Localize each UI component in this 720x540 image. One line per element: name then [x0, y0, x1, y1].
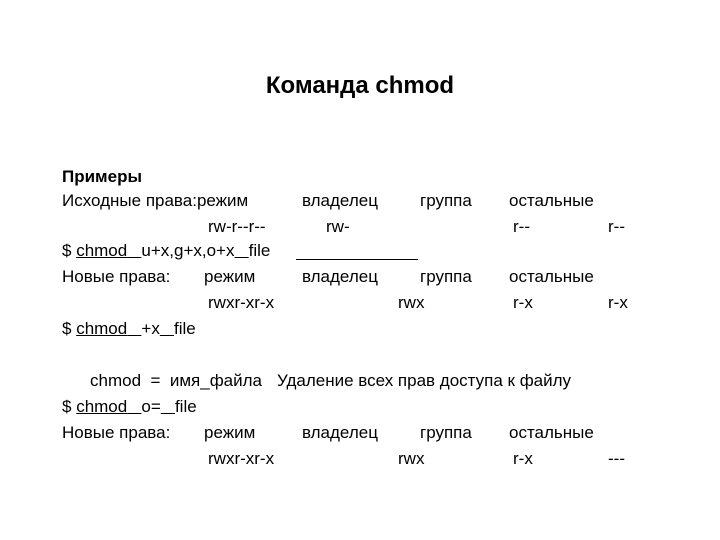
prompt: $: [62, 319, 77, 338]
prompt: $: [62, 241, 77, 260]
command-spacer: [127, 241, 141, 260]
owner-header: владелец: [302, 267, 378, 286]
final-mode-value: rwxr-xr-x: [208, 449, 275, 468]
command-args: +x: [141, 319, 160, 338]
new-mode-value: rwxr-xr-x: [208, 293, 275, 312]
command-file: file: [174, 397, 197, 416]
owner-header: владелец: [302, 423, 378, 442]
command-spacer: [234, 241, 248, 260]
final-owner-value: rwx: [398, 449, 425, 468]
mode-label: режим: [204, 267, 256, 286]
command-spacer: [160, 319, 174, 338]
command-line-2: [62, 320, 196, 337]
others-header: остальные: [509, 191, 594, 210]
examples-heading: Примеры: [62, 167, 142, 186]
new-rights-label: Новые права:: [62, 423, 171, 442]
original-mode-value: rw-r--r--: [208, 217, 266, 236]
new-others-value: r-x: [608, 293, 628, 312]
others-header: остальные: [509, 267, 594, 286]
command-spacer: [161, 397, 175, 416]
command-file: file: [248, 241, 271, 260]
underline-rule: [296, 259, 418, 260]
prompt: $: [62, 397, 77, 416]
command-name: chmod: [76, 319, 128, 338]
command-line-3: [62, 398, 197, 415]
command-line-1: [62, 242, 270, 259]
note-description: Удаление всех прав доступа к файлу: [277, 371, 572, 390]
new-rights-label: Новые права:: [62, 267, 171, 286]
command-name: chmod: [76, 397, 128, 416]
command-name: chmod: [76, 241, 128, 260]
group-header: группа: [420, 267, 472, 286]
owner-header: владелец: [302, 191, 378, 210]
final-group-value: r-x: [513, 449, 533, 468]
original-rights-label: Исходные права:режим: [62, 191, 249, 210]
group-header: группа: [420, 191, 472, 210]
command-file: file: [174, 319, 196, 338]
new-group-value: r-x: [513, 293, 533, 312]
command-args: u+x,g+x,o+x: [141, 241, 235, 260]
original-owner-value: rw-: [326, 217, 350, 236]
others-header: остальные: [509, 423, 594, 442]
command-spacer: [127, 397, 141, 416]
final-others-value: ---: [608, 449, 625, 468]
command-spacer: [127, 319, 141, 338]
command-args: o=: [141, 397, 161, 416]
mode-label: режим: [204, 423, 256, 442]
page-title: Команда chmod: [265, 72, 455, 99]
note-syntax: chmod = имя_файла: [90, 371, 263, 390]
group-header: группа: [420, 423, 472, 442]
original-others-value: r--: [608, 217, 625, 236]
new-owner-value: rwx: [398, 293, 425, 312]
original-group-value: r--: [513, 217, 530, 236]
